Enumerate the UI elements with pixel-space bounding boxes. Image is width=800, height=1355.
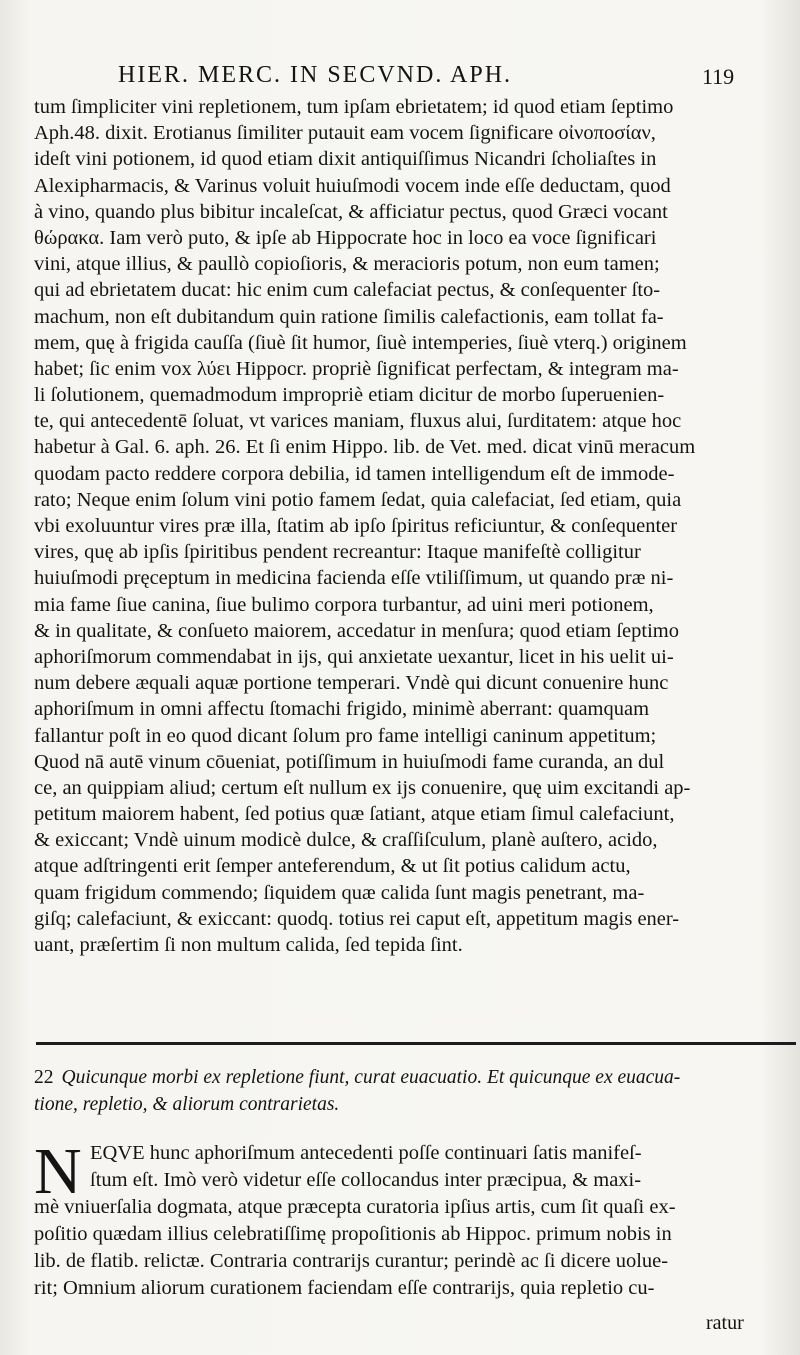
text-line: Alexipharmacis, & Varinus voluit huiuſmodi vocem inde eſſe deductam, quod xyxy=(34,174,671,197)
aphorism-line xyxy=(34,1064,794,1091)
text-line: fallantur poſt in eo quod dicant ſolum pro fame intelligi caninum appetitum; xyxy=(34,724,657,747)
text-line: quodam pacto reddere corpora debilia, id tamen intelligendum eſt de immode- xyxy=(34,462,675,485)
aphorism-text: Quicunque morbi ex repletione fiunt, curat euacuatio. Et quicunque ex euacua- xyxy=(61,1067,681,1088)
text-line: & in qualitate, & conſueto maiorem, accedatur in menſura; quod etiam ſeptimo xyxy=(34,619,679,642)
text-line: Aph.48. dixit. Erotianus ſimiliter putauit eam vocem ſignificare οἰνοποσίαν, xyxy=(34,122,656,145)
commentary-block xyxy=(34,1135,794,1302)
text-line: li ſolutionem, quemadmodum impropriè etiam dicitur de morbo ſuperuenien- xyxy=(34,384,665,407)
text-line: uant, præſertim ſi non multum calida, ſed tepida ſint. xyxy=(34,934,463,956)
commentary-line: rit; Omnium aliorum curationem faciendam eſſe contrarijs, quia repletio cu- xyxy=(34,1277,655,1299)
running-head xyxy=(0,62,800,92)
commentary-line: lib. de flatib. relictæ. Contraria contrarijs curantur; perindè ac ſi dicere uolue- xyxy=(34,1250,669,1272)
text-line: Quod nā autē vinum cōueniat, potiſſimum in huiuſmodi fame curanda, an dul xyxy=(34,750,665,773)
text-line: petitum maiorem habent, ſed potius quæ ſatiant, atque etiam ſimul calefaciunt, xyxy=(34,803,675,826)
text-line: qui ad ebrietatem ducat: hic enim cum calefaciat pectus, & conſequenter ſto- xyxy=(34,279,661,302)
text-line: vini, atque illius, & paullò copioſioris, & meracioris potum, non eum tamen; xyxy=(34,253,660,276)
text-line: num debere æquali aquæ portione temperari. Vndè qui dicunt conuenire hunc xyxy=(34,672,669,695)
text-line: habetur à Gal. 6. aph. 26. Et ſi enim Hippo. lib. de Vet. med. dicat vinū meracum xyxy=(34,436,696,459)
aphorism-block xyxy=(34,1064,794,1118)
text-line: ce, an quippiam aliud; certum eſt nullum ex ijs conuenire, quę uim excitandi ap- xyxy=(34,776,691,799)
text-line: & exiccant; Vndè uinum modicè dulce, & craſſiſculum, planè auſtero, acido, xyxy=(34,829,658,852)
text-line: te, qui antecedentē ſoluat, vt varices maniam, fluxus alui, ſurditatem: atque hoc xyxy=(34,410,682,433)
commentary-line: EQVE hunc aphoriſmum antecedenti poſſe continuari ſatis manifeſ- xyxy=(90,1142,642,1164)
drop-cap-initial: N xyxy=(34,1135,82,1208)
text-line: aphoriſmum in omni affectu ſtomachi frigido, minimè aberrant: quamquam xyxy=(34,698,650,721)
aphorism-line: tione, repletio, & aliorum contrarietas. xyxy=(34,1094,340,1115)
text-line: machum, non eſt dubitandum quin ratione ſimilis calefactionis, eam tollat fa- xyxy=(34,305,664,328)
text-line: aphoriſmorum commendabat in ijs, qui anxietate uexantur, licet in his uelit ui- xyxy=(34,645,674,668)
text-line: rato; Neque enim ſolum vini potio famem ſedat, quia calefaciat, ſed etiam, quia xyxy=(34,488,682,511)
text-line: vbi exoluuntur vires præ illa, ſtatim ab ipſo ſpiritus reficiuntur, & conſequenter xyxy=(34,515,678,537)
text-line: mia fame ſiue canina, ſiue bulimo corpora turbantur, ad uini meri potionem, xyxy=(34,593,654,616)
commentary-line: mè vniuerſalia dogmata, atque præcepta curatoria ipſius artis, cum ſit quaſi ex- xyxy=(34,1196,676,1218)
catchword: ratur xyxy=(706,1312,744,1334)
text-line: θώρακα. Iam verò puto, & ipſe ab Hippocrate hoc in loco ea voce ſignificari xyxy=(34,226,657,249)
text-line: à vino, quando plus bibitur incaleſcat, & afficiatur pectus, quod Græci vocant xyxy=(34,200,668,223)
text-line: tum ſimpliciter vini repletionem, tum ipſam ebrietatem; id quod etiam ſeptimo xyxy=(34,96,674,118)
text-line: mem, quę à frigida cauſſa (ſiuè ſit humor, ſiuè intemperies, ſiuè vterq.) originem xyxy=(34,331,687,354)
text-line: giſq; calefaciunt, & exiccant: quodq. totius rei caput eſt, appetitum magis ener- xyxy=(34,907,680,930)
section-divider-rule xyxy=(36,1042,796,1045)
commentary-line: ſtum eſt. Imò verò videtur eſſe collocandus inter præcipua, & maxi- xyxy=(90,1169,642,1191)
main-text-block xyxy=(34,94,794,958)
text-line: quam frigidum commendo; ſiquidem quæ calida ſunt magis penetrant, ma- xyxy=(34,881,645,904)
running-title: HIER. MERC. IN SECVND. APH. xyxy=(118,62,513,88)
text-line: habet; ſic enim vox λύει Hippocr. propriè ſignificat perfectam, & integram ma- xyxy=(34,357,679,380)
text-line: ideſt vini potionem, id quod etiam dixit antiquiſſimus Nicandri ſcholiaſtes in xyxy=(34,148,657,171)
aphorism-number: 22 xyxy=(34,1067,54,1088)
page-number: 119 xyxy=(702,64,735,89)
text-line: huiuſmodi pręceptum in medicina facienda eſſe vtiliſſimum, ut quando præ ni- xyxy=(34,567,674,590)
text-line: atque adſtringenti erit ſemper anteferendum, & ut ſit potius calidum actu, xyxy=(34,855,631,878)
text-line: vires, quę ab ipſis ſpiritibus pendent recreantur: Itaque manifeſtè colligitur xyxy=(34,541,641,564)
commentary-line: poſitio quædam illius celebratiſſimę propoſitionis ab Hippoc. primum nobis in xyxy=(34,1223,672,1245)
